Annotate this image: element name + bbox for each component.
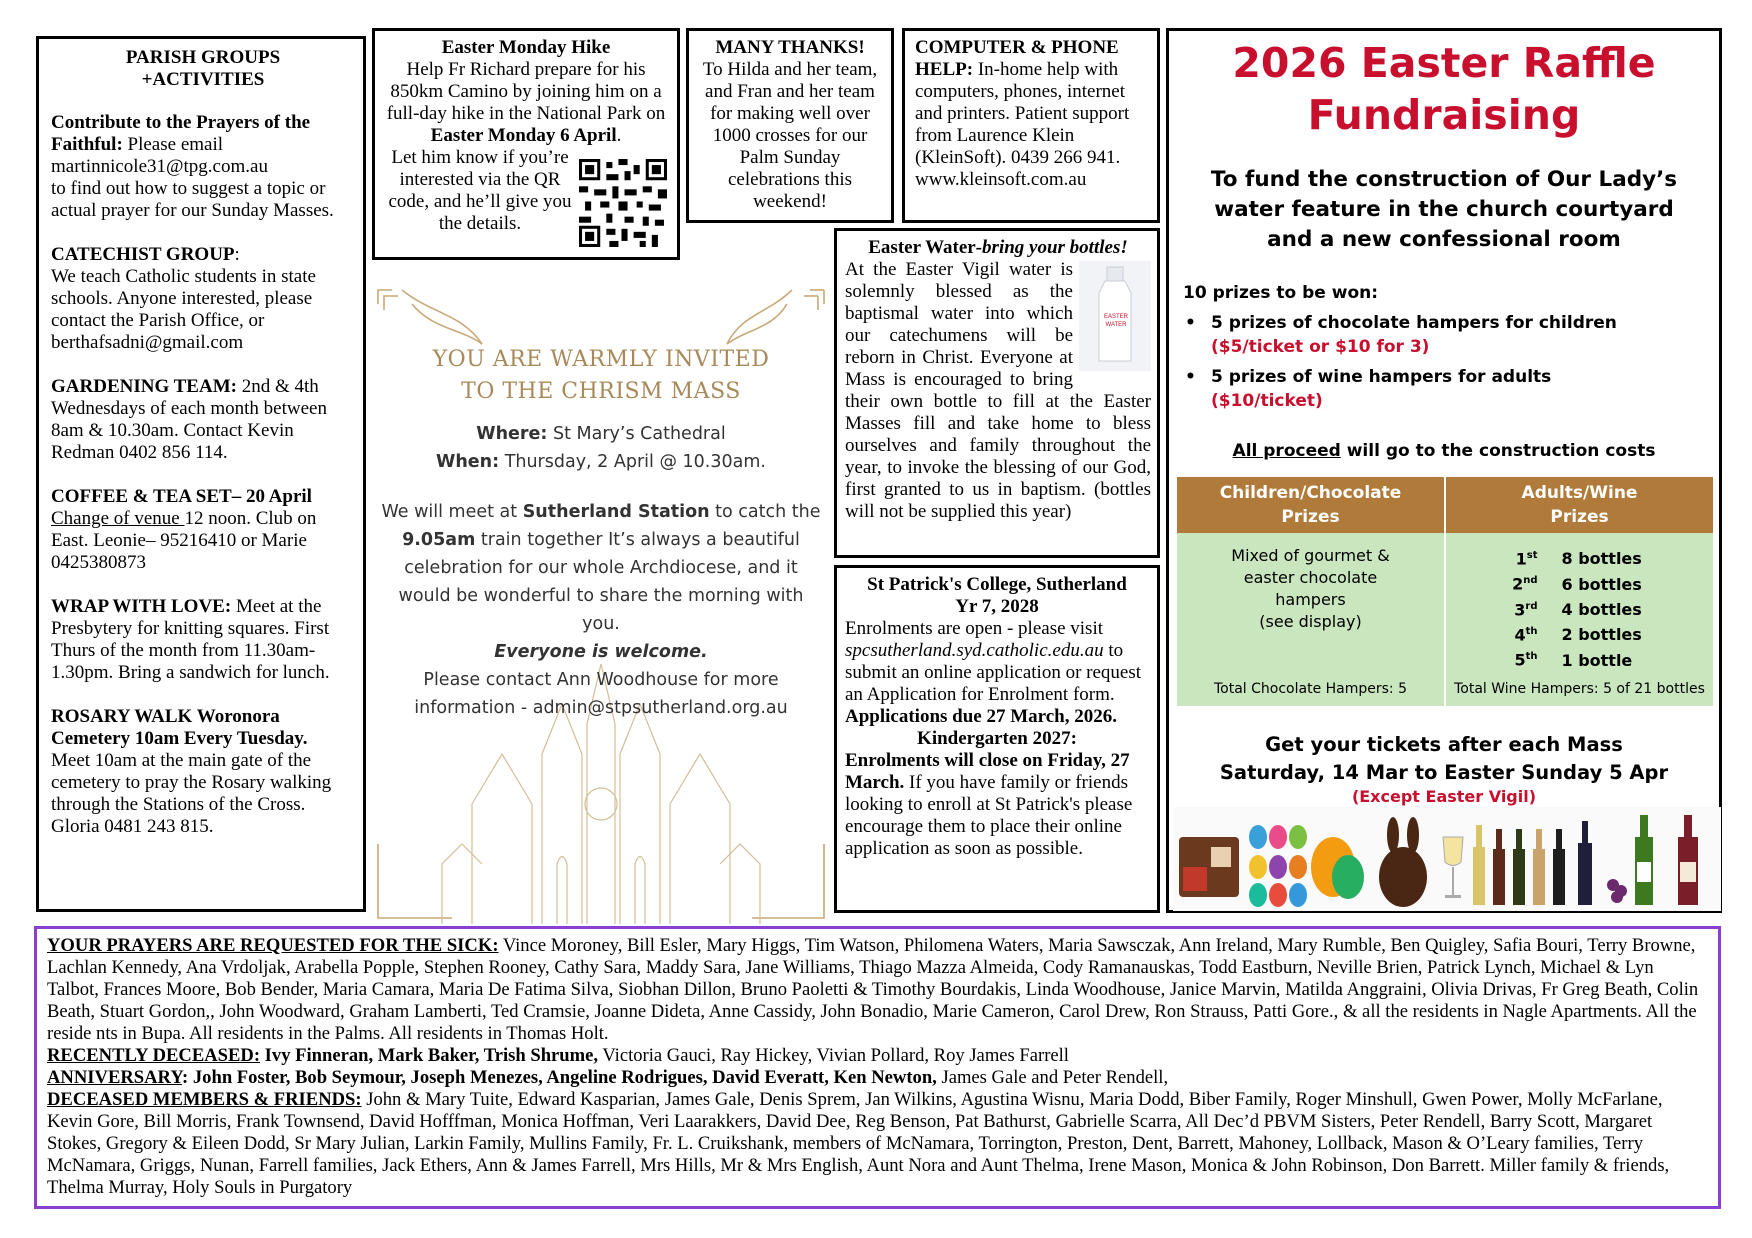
wine-prize-value: 6 bottles: [1561, 574, 1642, 594]
prize-item-wine: • 5 prizes of wine hampers for adults ($10/ticket): [1183, 365, 1617, 413]
prize-table-wine-cell: [1445, 533, 1713, 706]
computer-help-panel: [902, 28, 1160, 223]
prize-item-chocolate: • 5 prizes of chocolate hampers for children ($5/ticket or $10 for 3): [1183, 311, 1617, 359]
wine-prize-rank: 3rd: [1514, 599, 1538, 619]
deceased-members: DECEASED MEMBERS & FRIENDS: John & Mary Tuite, Edward Kasparian, James Gale, Denis Sprem, Jan Wilkins, Agustina Wisnu, Maria Dodd, Biber Family, Roger Minshull, Gwen Power, Molly McFarlane, Kevin Gore, Bill Morris, Frank Townsend, David Hofffman, Monica Hoffman, Veri Laarakkers, David Dee, Reg Benson, Pat Bathurst, Gabrielle Scarra, All Dec’d PBVM Sisters, Peter Rendell, Barry Scott, Margaret Stokes, Gregory & Eileen Dodd, Sr Mary Julian, Larkin Family, Mullins Family, Fr. L. Cruikshank, members of McNamara, Torrington, Preston, Dent, Barrett, Mahoney, Lollback, Mason & O’Leary families, Terry McNamara, Griggs, Nunan, Farrell families, Jack Ethers, Ann & James Farrell, Mrs Hills, Mr & Mrs English, Aunt Nora and Aunt Thelma, Irene Mason, Monica & John Robinson, Don Barrett. Miller family & friends, Thelma Murray, Holy Souls in Purgatory: [47, 1089, 1670, 1198]
prize-table-chocolate-cell: Mixed of gourmet & easter chocolate hampers (see display) Total Chocolate Hampers: 5: [1177, 533, 1445, 706]
easter-water-panel: [834, 228, 1160, 558]
all-proceed-line: All proceed will go to the construction costs: [1232, 441, 1656, 461]
raffle-title: 2026 Easter Raffle Fundraising: [1232, 39, 1656, 139]
easter-raffle-panel: [1166, 28, 1722, 913]
parish-groups-panel: [36, 36, 366, 912]
water-bottle-label: EASTER WATER: [1103, 314, 1128, 328]
prize-table: [1177, 477, 1713, 706]
invite-when: When: Thursday, 2 April @ 10.30am.: [436, 452, 766, 472]
wrap-with-love: WRAP WITH LOVE: Meet at the Presbytery for knitting squares. First Thurs of the month from 11.30am-1.30pm. Bring a sandwich for lunch.: [51, 596, 330, 683]
raffle-purpose: To fund the construction of Our Lady’s water feature in the church courtyard and a new confessional room: [1210, 167, 1678, 252]
sick-list: YOUR PRAYERS ARE REQUESTED FOR THE SICK: Vince Moroney, Bill Esler, Mary Higgs, Tim Watson, Philomena Waters, Maria Sawsczak, Ann Ireland, Mary Rumble, Ben Quigley, Safia Bouri, Terry Browne, Lachlan Kennedy, Ana Vrdoljak, Arabella Popple, Stephen Rooney, Cathy Sara, Maddy Sara, Jane Williams, Thiago Mazza Almeida, Cody Ramanauskas, Todd Eastburn, Neville Brien, Patrick Lynch, Michael & Lyn Talbot, Frances Moore, Bob Bender, Maria Camara, Maria De Fatima Silva, Siobhan Dillon, Bruno Paoletti & Timothy Bourdakis, Linda Woodhouse, Janice Marvin, Matilda Anggraini, Olivia Drivas, Fr Greg Beath, Colin Beath, Stuart Gordon,, John Woodward, Graham Lamberti, Ted Cramsie, Joanne Dideta, Anne Cassidy, John Bonadio, Marie Cameron, Carol Drew, Ron Strauss, Patti Gore., & all the residents in Nagle Apartments. All the reside nts in Bupa. All residents in the Palms. All residents in Thomas Holt.: [47, 935, 1699, 1044]
chocolate-bar-icon: [1179, 837, 1239, 897]
prize-table-header-children: Children/Chocolate Prizes: [1177, 477, 1445, 533]
water-title: Easter Water-bring your bottles!: [868, 237, 1128, 258]
qr-code-icon[interactable]: [579, 159, 667, 247]
hike-title: Easter Monday Hike: [441, 37, 611, 58]
college-body: Enrolments are open - please visit spcsutherland.syd.catholic.edu.au to submit an online application or request an Application for Enrolment form. Applications due 27 March, 2026.: [845, 618, 1142, 727]
water-body: At the Easter Vigil water is solemnly blessed as the baptismal water into which our catechumens will be reborn in Christ. Everyone at Mass is encouraged to bring their own bottle to fill at the Easter Masses fill and take home to bless ourselves and family throughout the year, to invoke the blessing of our God, first granted to us in baptism. (bottles will not be supplied this year): [845, 259, 1151, 522]
chocolate-wine-strip-icon: [1173, 807, 1721, 911]
invite-where: Where: St Mary’s Cathedral: [476, 424, 726, 444]
thanks-title: MANY THANKS!: [715, 37, 865, 58]
invite-body: [378, 420, 824, 722]
wine-prize-row: [1447, 545, 1712, 570]
gardening-team: GARDENING TEAM: 2nd & 4th Wednesdays of each month between 8am & 10.30am. Contact Kevin Redman 0402 856 114.: [51, 376, 327, 463]
wine-prize-rank-suffix: rd: [1525, 600, 1538, 612]
water-bottle-image: [1079, 261, 1151, 371]
wine-prize-rank-suffix: th: [1525, 625, 1538, 637]
wine-prize-list: [1447, 545, 1712, 672]
rosary-walk: ROSARY WALK Woronora Cemetery 10am Every Tuesday. Meet 10am at the main gate of the cemetery to pray the Rosary walking through the Stations of the Cross. Gloria 0481 243 815.: [51, 706, 332, 837]
total-wine-hampers: Total Wine Hampers: 5 of 21 bottles: [1454, 681, 1705, 697]
wine-prize-value: 2 bottles: [1561, 625, 1642, 645]
wine-prize-rank-suffix: nd: [1523, 575, 1538, 587]
catechist-group: CATECHIST GROUP: We teach Catholic students in state schools. Anyone interested, please contact the Parish Office, or berthafsadni@gmail.com: [51, 244, 316, 353]
college-title: St Patrick's College, Sutherland: [867, 574, 1127, 595]
wine-prize-rank: 2nd: [1512, 574, 1538, 594]
kindergarten-body: Enrolments will close on Friday, 27 March. If you have family or friends looking to enroll at St Patrick's please encourage them to place their online application as soon as possible.: [845, 750, 1133, 859]
prayer-requests-panel: [34, 926, 1721, 1209]
invite-welcome: Everyone is welcome.: [494, 642, 708, 662]
parish-groups-heading: PARISH GROUPS +ACTIVITIES: [125, 47, 281, 90]
many-thanks-panel: [686, 28, 894, 223]
easter-monday-hike-panel: [372, 28, 680, 260]
thanks-body: To Hilda and her team, and Fran and her team for making well over 1000 crosses for our Palm Sunday celebrations this weekend!: [702, 59, 878, 212]
hike-body: Help Fr Richard prepare for his 850km Camino by joining him on a full-day hike in the National Park on Easter Monday 6 April.: [386, 59, 666, 146]
college-enrolment-panel: [834, 565, 1160, 913]
college-year: Yr 7, 2028: [955, 596, 1039, 617]
invite-heading: YOU ARE WARMLY INVITED TO THE CHRISM MASS: [432, 347, 770, 404]
raffle-prizes: 10 prizes to be won: • 5 prizes of chocolate hampers for children ($5/ticket or $10 for 3) • 5 prizes of wine hampers for adults ($10/ticket): [1183, 281, 1617, 419]
wine-prize-rank-suffix: th: [1525, 651, 1538, 663]
wine-prize-value: 1 bottle: [1561, 650, 1633, 670]
invite-meet: We will meet at Sutherland Station to catch the 9.05am train together It’s always a beautiful celebration for our whole Archdiocese, and it would be wonderful to share the morning with you.: [381, 502, 821, 634]
wine-prize-rank: 1st: [1515, 549, 1538, 569]
kindergarten-title: Kindergarten 2027:: [917, 728, 1077, 749]
wine-prize-rank-suffix: st: [1526, 550, 1538, 561]
hike-contact: Let him know if you’re interested via the QR code, and he’ll give you the details.: [388, 147, 572, 234]
wine-prize-row: [1447, 596, 1712, 621]
wine-prize-row: [1447, 621, 1712, 646]
raffle-ticket-info: Get your tickets after each Mass Saturday, 14 Mar to Easter Sunday 5 Apr: [1219, 733, 1669, 784]
wine-prize-row: [1447, 570, 1712, 595]
invite-contact: Please contact Ann Woodhouse for more information - admin@stpsutherland.org.au: [414, 670, 788, 718]
coffee-tea-set: COFFEE & TEA SET– 20 April Change of venue 12 noon. Club on East. Leonie– 95216410 or Marie 0425380873: [51, 486, 317, 573]
recently-deceased: RECENTLY DECEASED: Ivy Finneran, Mark Baker, Trish Shrume, Victoria Gauci, Ray Hickey, Vivian Pollard, Roy James Farrell: [47, 1045, 1069, 1066]
raffle-exception: (Except Easter Vigil): [1351, 787, 1537, 806]
prayers-of-faithful: Contribute to the Prayers of the Faithful: Please email martinnicole31@tpg.com.au to find out how to suggest a topic or actual prayer for our Sunday Masses.: [51, 112, 334, 221]
total-chocolate-hampers: Total Chocolate Hampers: 5: [1213, 681, 1407, 697]
wine-prize-rank: 5th: [1514, 650, 1538, 670]
prize-table-header-adults: Adults/Wine Prizes: [1445, 477, 1713, 533]
chrism-mass-invitation: [372, 284, 830, 924]
wine-prize-rank: 4th: [1514, 625, 1538, 645]
wine-prize-value: 8 bottles: [1561, 549, 1642, 569]
anniversary: ANNIVERSARY: John Foster, Bob Seymour, Joseph Menezes, Angeline Rodrigues, David Everatt, Ken Newton, James Gale and Peter Rendell,: [47, 1067, 1169, 1088]
wine-prize-value: 4 bottles: [1561, 599, 1642, 619]
college-url-link[interactable]: spcsutherland.syd.catholic.edu.au: [845, 640, 1104, 661]
computer-help-text: COMPUTER & PHONE HELP: In-home help with computers, phones, internet and printers. Patient support from Laurence Klein (KleinSoft). 0439 266 941. www.kleinsoft.com.au: [915, 37, 1130, 190]
wine-prize-row: [1447, 646, 1712, 671]
